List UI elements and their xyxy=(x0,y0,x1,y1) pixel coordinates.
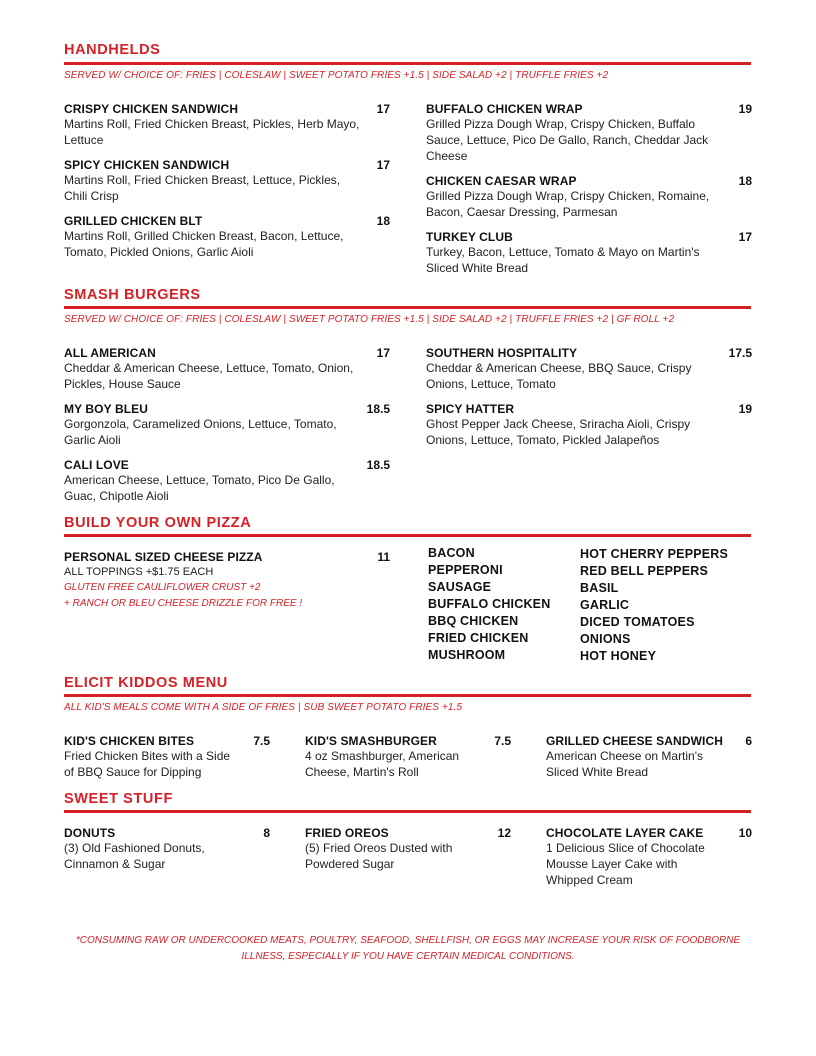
menu-item xyxy=(64,102,390,148)
section-title-pizza: BUILD YOUR OWN PIZZA xyxy=(64,515,252,531)
gluten-free-crust-note: GLUTEN FREE CAULIFLOWER CRUST +2 xyxy=(64,582,261,593)
item-name: SPICY HATTER xyxy=(426,402,515,416)
topping-item: DICED TOMATOES xyxy=(580,615,695,629)
item-price: 7.5 xyxy=(253,734,270,748)
item-name: KID'S CHICKEN BITES xyxy=(64,734,195,748)
section-title-handhelds: HANDHELDS xyxy=(64,42,161,58)
menu-item xyxy=(64,458,390,504)
topping-item: ONIONS xyxy=(580,632,631,646)
item-price: 17 xyxy=(376,158,390,172)
item-price: 7.5 xyxy=(494,734,511,748)
section-title-sweets: SWEET STUFF xyxy=(64,791,173,807)
item-price: 6 xyxy=(745,734,752,748)
section-title-burgers: SMASH BURGERS xyxy=(64,287,201,303)
item-price: 11 xyxy=(377,550,390,564)
item-name: ALL AMERICAN xyxy=(64,346,156,360)
item-price: 17 xyxy=(376,346,390,360)
item-name: GRILLED CHEESE SANDWICH xyxy=(546,734,723,748)
item-description: Ghost Pepper Jack Cheese, Sriracha Aioli, Crispy Onions, Lettuce, Tomato, Pickled Jalapeños xyxy=(426,417,691,447)
item-description: Martins Roll, Fried Chicken Breast, Lettuce, Pickles, Chili Crisp xyxy=(64,173,341,203)
item-price: 18 xyxy=(738,174,752,188)
menu-item xyxy=(64,402,390,448)
item-price: 18.5 xyxy=(366,458,390,472)
topping-item: BACON xyxy=(428,546,475,560)
menu-item xyxy=(426,174,752,220)
item-name: CALI LOVE xyxy=(64,458,129,472)
section-divider xyxy=(64,62,751,65)
topping-item: MUSHROOM xyxy=(428,648,506,662)
toppings-list-left xyxy=(428,545,550,664)
menu-item xyxy=(64,346,390,392)
item-name: SPICY CHICKEN SANDWICH xyxy=(64,158,230,172)
section-divider xyxy=(64,534,751,537)
item-price: 8 xyxy=(263,826,270,840)
menu-item xyxy=(64,214,390,260)
section-divider xyxy=(64,810,751,813)
item-description: Turkey, Bacon, Lettuce, Tomato & Mayo on Martin's Sliced White Bread xyxy=(426,245,700,275)
item-description: Fried Chicken Bites with a Side of BBQ Sauce for Dipping xyxy=(64,749,231,779)
section-divider xyxy=(64,306,751,309)
item-description: Martins Roll, Grilled Chicken Breast, Bacon, Lettuce, Tomato, Pickled Onions, Garlic Aioli xyxy=(64,229,344,259)
drizzle-note: + RANCH OR BLEU CHEESE DRIZZLE FOR FREE ! xyxy=(64,598,303,609)
item-name: CHOCOLATE LAYER CAKE xyxy=(546,826,704,840)
item-description: Grilled Pizza Dough Wrap, Crispy Chicken, Romaine, Bacon, Caesar Dressing, Parmesan xyxy=(426,189,710,219)
menu-item xyxy=(426,230,752,276)
item-price: 18.5 xyxy=(366,402,390,416)
item-name: TURKEY CLUB xyxy=(426,230,513,244)
item-name: MY BOY BLEU xyxy=(64,402,149,416)
item-price: 17 xyxy=(738,230,752,244)
item-description: Cheddar & American Cheese, BBQ Sauce, Crispy Onions, Lettuce, Tomato xyxy=(426,361,692,391)
item-price: 17.5 xyxy=(728,346,752,360)
menu-item xyxy=(64,734,270,780)
section-divider xyxy=(64,694,751,697)
item-name: SOUTHERN HOSPITALITY xyxy=(426,346,578,360)
pizza-item xyxy=(64,550,390,612)
item-price: 19 xyxy=(738,102,752,116)
topping-item: HOT CHERRY PEPPERS xyxy=(580,547,729,561)
item-price: 10 xyxy=(738,826,752,840)
topping-item: SAUSAGE xyxy=(428,580,492,594)
topping-item: FRIED CHICKEN xyxy=(428,631,529,645)
topping-item: GARLIC xyxy=(580,598,630,612)
topping-item: PEPPERONI xyxy=(428,563,503,577)
item-name: CHICKEN CAESAR WRAP xyxy=(426,174,577,188)
item-name: KID'S SMASHBURGER xyxy=(305,734,437,748)
section-title-kids: ELICIT KIDDOS MENU xyxy=(64,675,228,691)
menu-item xyxy=(305,734,511,780)
food-safety-disclaimer: *CONSUMING RAW OR UNDERCOOKED MEATS, POULTRY, SEAFOOD, SHELLFISH, OR EGGS MAY INCREASE YOUR RISK OF FOODBORNE ILLNESS, ESPECIALLY IF YOU HAVE CERTAIN MEDICAL CONDITIONS. xyxy=(75,935,741,962)
item-name: GRILLED CHICKEN BLT xyxy=(64,214,203,228)
menu-item xyxy=(426,102,752,164)
item-description: Cheddar & American Cheese, Lettuce, Tomato, Onion, Pickles, House Sauce xyxy=(64,361,354,391)
item-description: Gorgonzola, Caramelized Onions, Lettuce, Tomato, Garlic Aioli xyxy=(64,417,337,447)
topping-item: RED BELL PEPPERS xyxy=(580,564,708,578)
item-description: 4 oz Smashburger, American Cheese, Martin's Roll xyxy=(305,749,460,779)
item-description: (3) Old Fashioned Donuts, Cinnamon & Sugar xyxy=(64,841,205,871)
item-name: CRISPY CHICKEN SANDWICH xyxy=(64,102,239,116)
menu-item xyxy=(426,346,752,392)
item-description: Martins Roll, Fried Chicken Breast, Pickles, Herb Mayo, Lettuce xyxy=(64,117,360,147)
item-name: BUFFALO CHICKEN WRAP xyxy=(426,102,583,116)
topping-item: BUFFALO CHICKEN xyxy=(428,597,551,611)
item-description: 1 Delicious Slice of Chocolate Mousse Layer Cake with Whipped Cream xyxy=(546,841,705,887)
section-note-burgers: SERVED W/ CHOICE OF: FRIES | COLESLAW | SWEET POTATO FRIES +1.5 | SIDE SALAD +2 | TRUFFLE FRIES +2 | GF ROLL +2 xyxy=(64,314,675,325)
menu-item xyxy=(64,826,270,872)
topping-item: BBQ CHICKEN xyxy=(428,614,519,628)
section-note-handhelds: SERVED W/ CHOICE OF: FRIES | COLESLAW | SWEET POTATO FRIES +1.5 | SIDE SALAD +2 | TRUFFLE FRIES +2 xyxy=(64,70,609,81)
item-description: American Cheese, Lettuce, Tomato, Pico De Gallo, Guac, Chipotle Aioli xyxy=(64,473,335,503)
menu-item xyxy=(426,402,752,448)
topping-item: BASIL xyxy=(580,581,619,595)
toppings-list-right xyxy=(580,546,728,665)
section-note-kids: ALL KID'S MEALS COME WITH A SIDE OF FRIES | SUB SWEET POTATO FRIES +1.5 xyxy=(64,702,463,713)
menu-item xyxy=(64,158,390,204)
item-description: American Cheese on Martin's Sliced White Bread xyxy=(546,749,704,779)
item-price: 19 xyxy=(738,402,752,416)
item-price: 12 xyxy=(497,826,511,840)
menu-item xyxy=(546,826,752,888)
item-description: Grilled Pizza Dough Wrap, Crispy Chicken, Buffalo Sauce, Lettuce, Pico De Gallo, Ranch, Cheddar Jack Cheese xyxy=(426,117,709,163)
item-name: FRIED OREOS xyxy=(305,826,389,840)
item-description: (5) Fried Oreos Dusted with Powdered Sugar xyxy=(305,841,453,871)
item-name: PERSONAL SIZED CHEESE PIZZA xyxy=(64,550,263,564)
toppings-price: ALL TOPPINGS +$1.75 EACH xyxy=(64,566,214,578)
item-price: 18 xyxy=(376,214,390,228)
item-price: 17 xyxy=(376,102,390,116)
item-name: DONUTS xyxy=(64,826,116,840)
menu-item xyxy=(546,734,752,780)
topping-item: HOT HONEY xyxy=(580,649,657,663)
menu-item xyxy=(305,826,511,872)
